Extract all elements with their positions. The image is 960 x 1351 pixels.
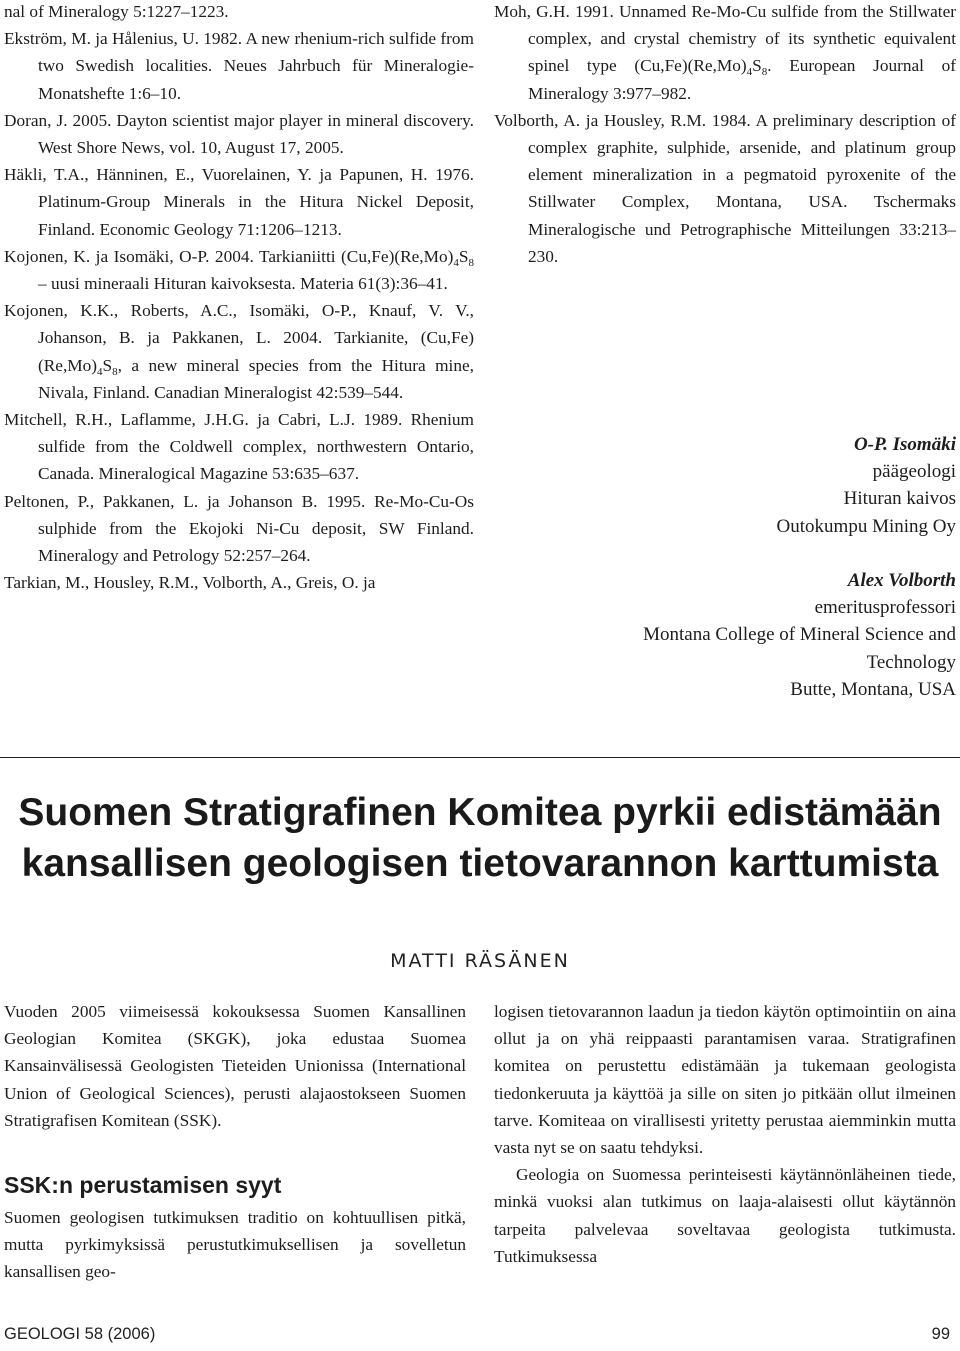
author-affiliation: Montana College of Mineral Science and Technology bbox=[643, 624, 956, 673]
reference-entry: Ekström, M. ja Hålenius, U. 1982. A new rhenium-rich sulfide from two Swedish localities. Neues Jahrbuch für Mineralogie-Monatshefte 1:6–10. bbox=[4, 29, 474, 103]
article-body-left bbox=[4, 998, 466, 1286]
article-body-right bbox=[494, 998, 956, 1270]
reference-list-left bbox=[4, 0, 474, 596]
author-title: päägeologi bbox=[872, 461, 956, 483]
reference-entry: Kojonen, K.K., Roberts, A.C., Isomäki, O-P., Knauf, V. V., Johanson, B. ja Pakkanen, L. 2004. Tarkianite, $(Cu,Fe)(Re,Mo)_4S_8$, a new mineral species from the Hitura mine, Nivala, Finland. Canadian Mineralogist 42:539–544. bbox=[4, 301, 474, 402]
reference-entry: Peltonen, P., Pakkanen, L. ja Johanson B. 1995. Re-Mo-Cu-Os sulphide from the Ekojoki Ni-Cu deposit, SW Finland. Mineralogy and Petrology 52:257–264. bbox=[4, 491, 474, 566]
article-divider bbox=[0, 757, 960, 758]
reference-entry: nal of Mineralogy 5:1227–1223. bbox=[4, 2, 229, 21]
author-block-volborth bbox=[556, 567, 956, 703]
reference-entry: Tarkian, M., Housley, R.M., Volborth, A., Greis, O. ja bbox=[4, 573, 376, 593]
author-name: O-P. Isomäki bbox=[853, 434, 956, 455]
article-author: MATTI RÄSÄNEN bbox=[390, 950, 570, 972]
reference-entry: Volborth, A. ja Housley, R.M. 1984. A preliminary description of complex graphite, sulphide, arsenide, and platinum group element mineralization in a pegmatoid pyroxenite of the Stillwater Complex, Montana, USA. Tschermaks Mineralogische und Petrographische Mitteilungen 33:213–230. bbox=[494, 110, 956, 266]
author-affiliation: Outokumpu Mining Oy bbox=[776, 515, 956, 537]
page-number: 99 bbox=[931, 1325, 950, 1343]
article-paragraph: Geologia on Suomessa perinteisesti käytännönläheinen tiede, minkä vuoksi alan tutkimus on laaja-alaisesti ollut käytännön tarpeita palvelevaa soveltavaa geologista tutkimusta. Tutkimuksessa bbox=[494, 1165, 956, 1266]
author-name: Alex Volborth bbox=[847, 570, 956, 591]
article-paragraph: Suomen geologisen tutkimuksen traditio on kohtuullisen pitkä, mutta pyrkimyksissä perustutkimuksellisen ja sovelletun kansallisen geo- bbox=[4, 1208, 466, 1282]
article-paragraph: logisen tietovarannon laadun ja tiedon käytön optimointiin on aina ollut ja on yhä reippaasti parantamisen varaa. Stratigrafinen komitea on perustettu edistämään ja tukemaan geologista tiedonkeruuta ja käyttöä ja sille on siten jo pitkään ollut ilmeinen tarve. Komiteaa on virallisesti yritetty perustaa aiemminkin mutta vasta nyt se on saatu tehdyksi. bbox=[494, 1002, 956, 1158]
author-affiliation: Butte, Montana, USA bbox=[790, 678, 956, 700]
reference-entry: Doran, J. 2005. Dayton scientist major player in mineral discovery. West Shore News, vol. 10, August 17, 2005. bbox=[4, 110, 474, 158]
article-paragraph: Vuoden 2005 viimeisessä kokouksessa Suomen Kansallinen Geologian Komitea (SKGK), joka edustaa Suomea Kansainvälisessä Geologisten Tieteiden Unionissa (International Union of Geological Sciences), perusti alajaostokseen Suomen Stratigrafisen Komitean (SSK). bbox=[4, 1002, 466, 1130]
reference-entry: Häkli, T.A., Hänninen, E., Vuorelainen, Y. ja Papunen, H. 1976. Platinum-Group Minerals in the Hitura Nickel Deposit, Finland. Economic Geology 71:1206–1213. bbox=[4, 165, 474, 239]
author-block-isomaki bbox=[496, 431, 956, 540]
article-title: Suomen Stratigrafinen Komitea pyrkii edistämään kansallisen geologisen tietovarannon karttumista bbox=[18, 791, 942, 885]
section-heading: SSK:n perustamisen syyt bbox=[4, 1172, 282, 1199]
author-affiliation: Hituran kaivos bbox=[843, 488, 956, 510]
reference-entry: Mitchell, R.H., Laflamme, J.H.G. ja Cabri, L.J. 1989. Rhenium sulfide from the Coldwell complex, northwestern Ontario, Canada. Mineralogical Magazine 53:635–637. bbox=[4, 410, 474, 484]
journal-footer: GEOLOGI 58 (2006) bbox=[4, 1325, 156, 1343]
reference-list-right bbox=[494, 0, 956, 270]
author-title: emeritusprofessori bbox=[814, 597, 956, 619]
reference-entry: Kojonen, K. ja Isomäki, O-P. 2004. Tarkianiitti $(Cu,Fe)(Re,Mo)_4S_8$ – uusi mineraali Hituran kaivoksesta. Materia 61(3):36–41. bbox=[4, 246, 474, 294]
reference-entry: Moh, G.H. 1991. Unnamed Re-Mo-Cu sulfide from the Stillwater complex, and crystal chemistry of its synthetic equivalent spinel type $(Cu,Fe)(Re,Mo)_4S_8$. European Journal of Mineralogy 3:977–982. bbox=[494, 2, 957, 103]
